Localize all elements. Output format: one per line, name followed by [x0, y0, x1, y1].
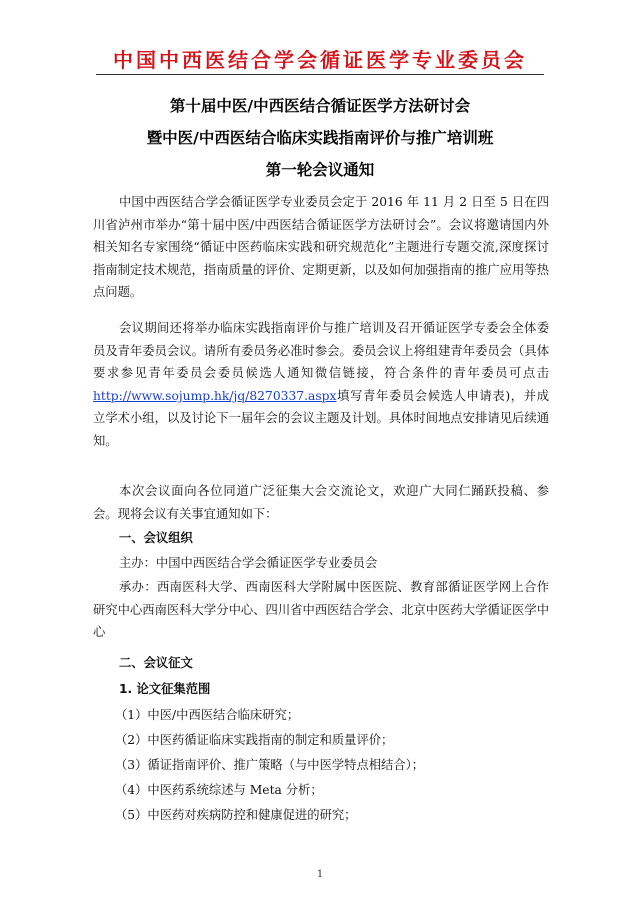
section-heading-papers: 二、会议征文: [119, 655, 193, 670]
paragraph-intro: 中国中西医结合学会循证医学专业委员会定于 2016 年 11 月 2 日至 5 日在四川省泸州市举办“第十届中医/中西医结合循证医学方法研讨会”。会议将邀请国内外相关知名专家围绕“循证中医药临床实践和研究规范化”主题进行专题交流,深度探讨指南制定技术规范，指南质量的评价、定期更新，以及如何加强指南的推广应用等热点问题。: [93, 195, 549, 299]
document-title-line-1: 第十届中医/中西医结合循证医学方法研讨会: [169, 97, 471, 115]
header-divider: [96, 74, 544, 75]
co-organizers: 承办：西南医科大学、西南医科大学附属中医医院、教育部循证医学网上合作研究中心西南医科大学分中心、四川省中西医结合学会、北京中医药大学循证医学中心: [93, 580, 549, 639]
document-title-line-2: 暨中医/中西医结合临床实践指南评价与推广培训班: [146, 129, 494, 147]
list-item: （5）中医药对疾病防控和健康促进的研究；: [115, 808, 357, 822]
list-item: （2）中医药循证临床实践指南的制定和质量评价；: [115, 733, 394, 747]
organization-header: 中国中西医结合学会循证医学专业委员会: [113, 48, 527, 72]
subsection-heading-scope: 1. 论文征集范围: [119, 682, 211, 696]
paragraph-call-for-papers: 本次会议面向各位同道广泛征集大会交流论文，欢迎广大同仁踊跃投稿、参会。现将会议有关事宜通知如下：: [93, 484, 549, 521]
paragraph-training-text-2: 填写青年委员会候选人申请表)，并成立学术小组，以及讨论下一届年会的会议主题及计划。具体时间地点安排请见后续通知。: [93, 388, 549, 448]
page-number: 1: [316, 869, 324, 880]
paragraph-training-text-1: 会议期间还将举办临床实践指南评价与推广培训及召开循证医学专委会全体委员及青年委员会议。请所有委员务必准时参会。委员会议上将组建青年委员会（具体要求参见青年委员会委员候选人通知微信链接，符合条件的青年委员可点击: [93, 321, 549, 380]
list-item: （1）中医/中西医结合临床研究；: [115, 708, 300, 722]
document-title-line-3: 第一轮会议通知: [265, 161, 375, 179]
application-form-link[interactable]: http://www.sojump.hk/jq/8270337.aspx: [93, 388, 337, 403]
host-organizer: 主办：中国中西医结合学会循证医学专业委员会: [119, 556, 378, 570]
list-item: （4）中医药系统综述与 Meta 分析；: [115, 783, 323, 797]
paragraph-training: [93, 317, 549, 452]
list-item: （3）循证指南评价、推广策略（与中医学特点相结合）；: [115, 758, 425, 772]
section-heading-organization: 一、会议组织: [119, 530, 193, 545]
